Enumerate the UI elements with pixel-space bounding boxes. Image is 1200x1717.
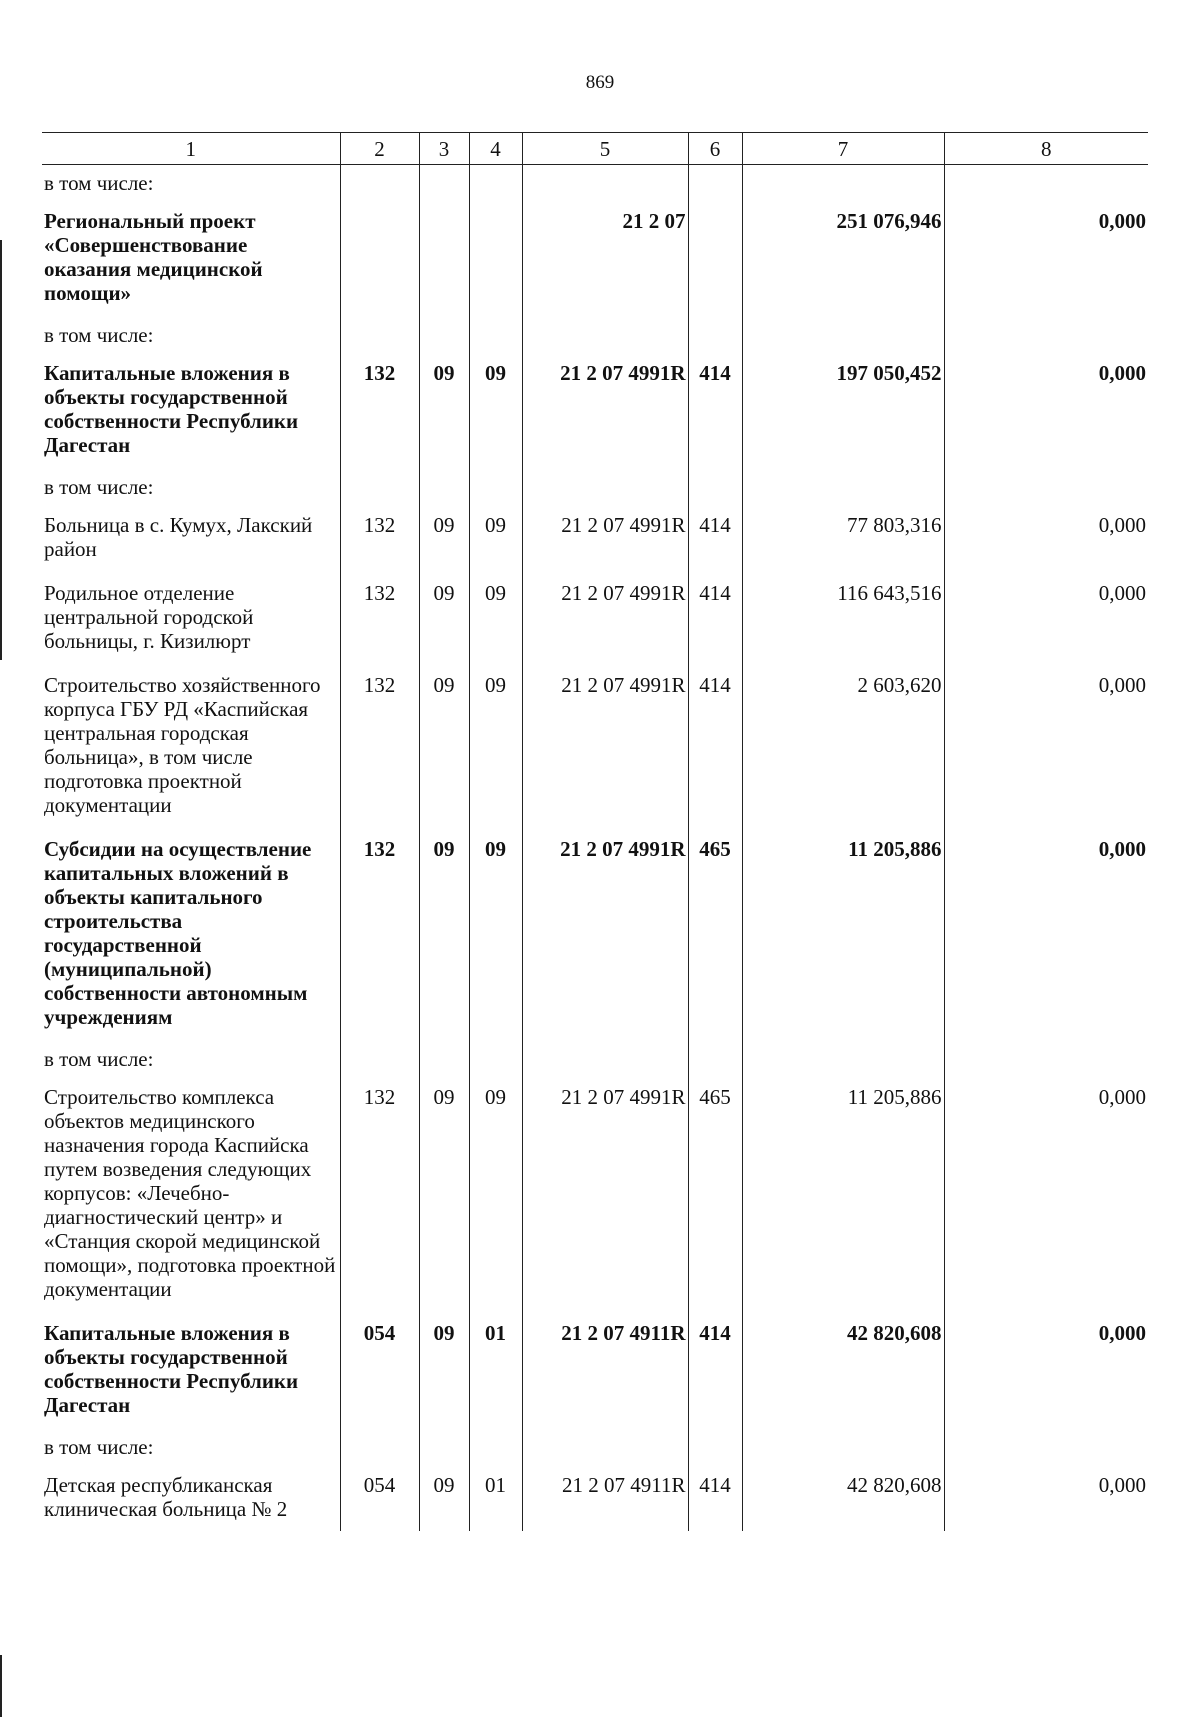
row-name: Строительство комплекса объектов медицинского назначения города Каспийска путем возведения следующих корпусов: «Лечебно-диагностический центр» и «Станция скорой медицинской помощи», подготовка проектной документации [44, 1085, 336, 1301]
cell-ministry: 132 [340, 505, 419, 573]
table-row [42, 1313, 1148, 1429]
row-name: в том числе: [44, 323, 154, 347]
cell-section: 09 [419, 1465, 469, 1531]
row-name: Родильное отделение центральной городской больницы, г. Кизилюрт [44, 581, 254, 653]
cell-amount-2: 0,000 [944, 1077, 1148, 1313]
cell-section: 09 [419, 1077, 469, 1313]
row-name: Больница в с. Кумух, Лакский район [44, 513, 313, 561]
cell-expense-type: 414 [688, 505, 742, 573]
cell-section: 09 [419, 353, 469, 469]
table-row [42, 505, 1148, 573]
column-header-2: 2 [340, 133, 419, 165]
cell-ministry: 132 [340, 1077, 419, 1313]
table-row-subtitle [42, 165, 1148, 202]
column-header-7: 7 [742, 133, 944, 165]
scan-edge-line [0, 240, 2, 660]
column-header-3: 3 [419, 133, 469, 165]
cell-expense-type: 414 [688, 353, 742, 469]
table-row-subtitle [42, 1041, 1148, 1077]
cell-amount-2: 0,000 [944, 1465, 1148, 1531]
row-name: Детская республиканская клиническая больница № 2 [44, 1473, 288, 1521]
cell-section: 09 [419, 573, 469, 665]
cell-target-code: 21 2 07 4991R [522, 353, 688, 469]
budget-table [42, 132, 1148, 1531]
cell-amount: 11 205,886 [742, 1077, 944, 1313]
cell-section: 09 [419, 665, 469, 829]
table-row [42, 829, 1148, 1041]
table-row [42, 201, 1148, 317]
cell-amount: 42 820,608 [742, 1465, 944, 1531]
row-name: Строительство хозяйственного корпуса ГБУ РД «Каспийская центральная городская больница», в том числе подготовка проектной документации [44, 673, 321, 817]
table-row [42, 665, 1148, 829]
cell-target-code: 21 2 07 4991R [522, 665, 688, 829]
cell-subsection: 09 [469, 829, 522, 1041]
cell-expense-type: 465 [688, 829, 742, 1041]
cell-section: 09 [419, 505, 469, 573]
table-row-subtitle [42, 317, 1148, 353]
cell-target-code: 21 2 07 [522, 201, 688, 317]
table-row-subtitle [42, 1429, 1148, 1465]
table-row [42, 353, 1148, 469]
cell-amount-2: 0,000 [944, 201, 1148, 317]
header-row [42, 133, 1148, 165]
cell-section [419, 201, 469, 317]
cell-ministry: 054 [340, 1465, 419, 1531]
cell-ministry: 132 [340, 573, 419, 665]
cell-target-code: 21 2 07 4991R [522, 573, 688, 665]
table-row [42, 1465, 1148, 1531]
row-name: в том числе: [44, 171, 154, 195]
row-name: Капитальные вложения в объекты государственной собственности Республики Дагестан [44, 1321, 299, 1417]
cell-expense-type [688, 201, 742, 317]
cell-amount-2: 0,000 [944, 353, 1148, 469]
cell-expense-type: 414 [688, 665, 742, 829]
cell-target-code: 21 2 07 4991R [522, 1077, 688, 1313]
cell-ministry: 054 [340, 1313, 419, 1429]
cell-section: 09 [419, 829, 469, 1041]
cell-section: 09 [419, 1313, 469, 1429]
cell-amount: 77 803,316 [742, 505, 944, 573]
cell-amount-2: 0,000 [944, 665, 1148, 829]
cell-amount: 251 076,946 [742, 201, 944, 317]
page-number: 869 [585, 72, 615, 93]
table-row [42, 573, 1148, 665]
cell-amount-2: 0,000 [944, 829, 1148, 1041]
row-name: Капитальные вложения в объекты государственной собственности Республики Дагестан [44, 361, 299, 457]
row-name: Региональный проект «Совершенствование оказания медицинской помощи» [44, 209, 263, 305]
table-row [42, 1077, 1148, 1313]
cell-amount-2: 0,000 [944, 505, 1148, 573]
cell-subsection: 09 [469, 665, 522, 829]
cell-amount-2: 0,000 [944, 573, 1148, 665]
cell-subsection: 01 [469, 1313, 522, 1429]
cell-ministry: 132 [340, 665, 419, 829]
cell-subsection: 09 [469, 1077, 522, 1313]
row-name: в том числе: [44, 1435, 154, 1459]
row-name: Субсидии на осуществление капитальных вложений в объекты капитального строительства государственной (муниципальной) собственности автономным учреждениям [44, 837, 312, 1029]
cell-expense-type: 414 [688, 1313, 742, 1429]
cell-expense-type: 414 [688, 573, 742, 665]
column-header-4: 4 [469, 133, 522, 165]
cell-amount: 116 643,516 [742, 573, 944, 665]
cell-amount-2: 0,000 [944, 1313, 1148, 1429]
column-header-5: 5 [522, 133, 688, 165]
scan-edge-line [0, 1655, 2, 1717]
cell-amount: 197 050,452 [742, 353, 944, 469]
cell-target-code: 21 2 07 4991R [522, 829, 688, 1041]
cell-amount: 11 205,886 [742, 829, 944, 1041]
cell-ministry: 132 [340, 829, 419, 1041]
row-name: в том числе: [44, 475, 154, 499]
column-header-1: 1 [42, 133, 340, 165]
cell-subsection: 09 [469, 353, 522, 469]
cell-subsection: 09 [469, 505, 522, 573]
cell-subsection: 01 [469, 1465, 522, 1531]
row-name: в том числе: [44, 1047, 154, 1071]
cell-ministry: 132 [340, 353, 419, 469]
cell-target-code: 21 2 07 4991R [522, 505, 688, 573]
cell-target-code: 21 2 07 4911R [522, 1313, 688, 1429]
cell-subsection [469, 201, 522, 317]
table-row-subtitle [42, 469, 1148, 505]
cell-ministry [340, 201, 419, 317]
cell-target-code: 21 2 07 4911R [522, 1465, 688, 1531]
cell-amount: 2 603,620 [742, 665, 944, 829]
cell-expense-type: 414 [688, 1465, 742, 1531]
cell-expense-type: 465 [688, 1077, 742, 1313]
column-header-6: 6 [688, 133, 742, 165]
cell-subsection: 09 [469, 573, 522, 665]
cell-amount: 42 820,608 [742, 1313, 944, 1429]
column-header-8: 8 [944, 133, 1148, 165]
